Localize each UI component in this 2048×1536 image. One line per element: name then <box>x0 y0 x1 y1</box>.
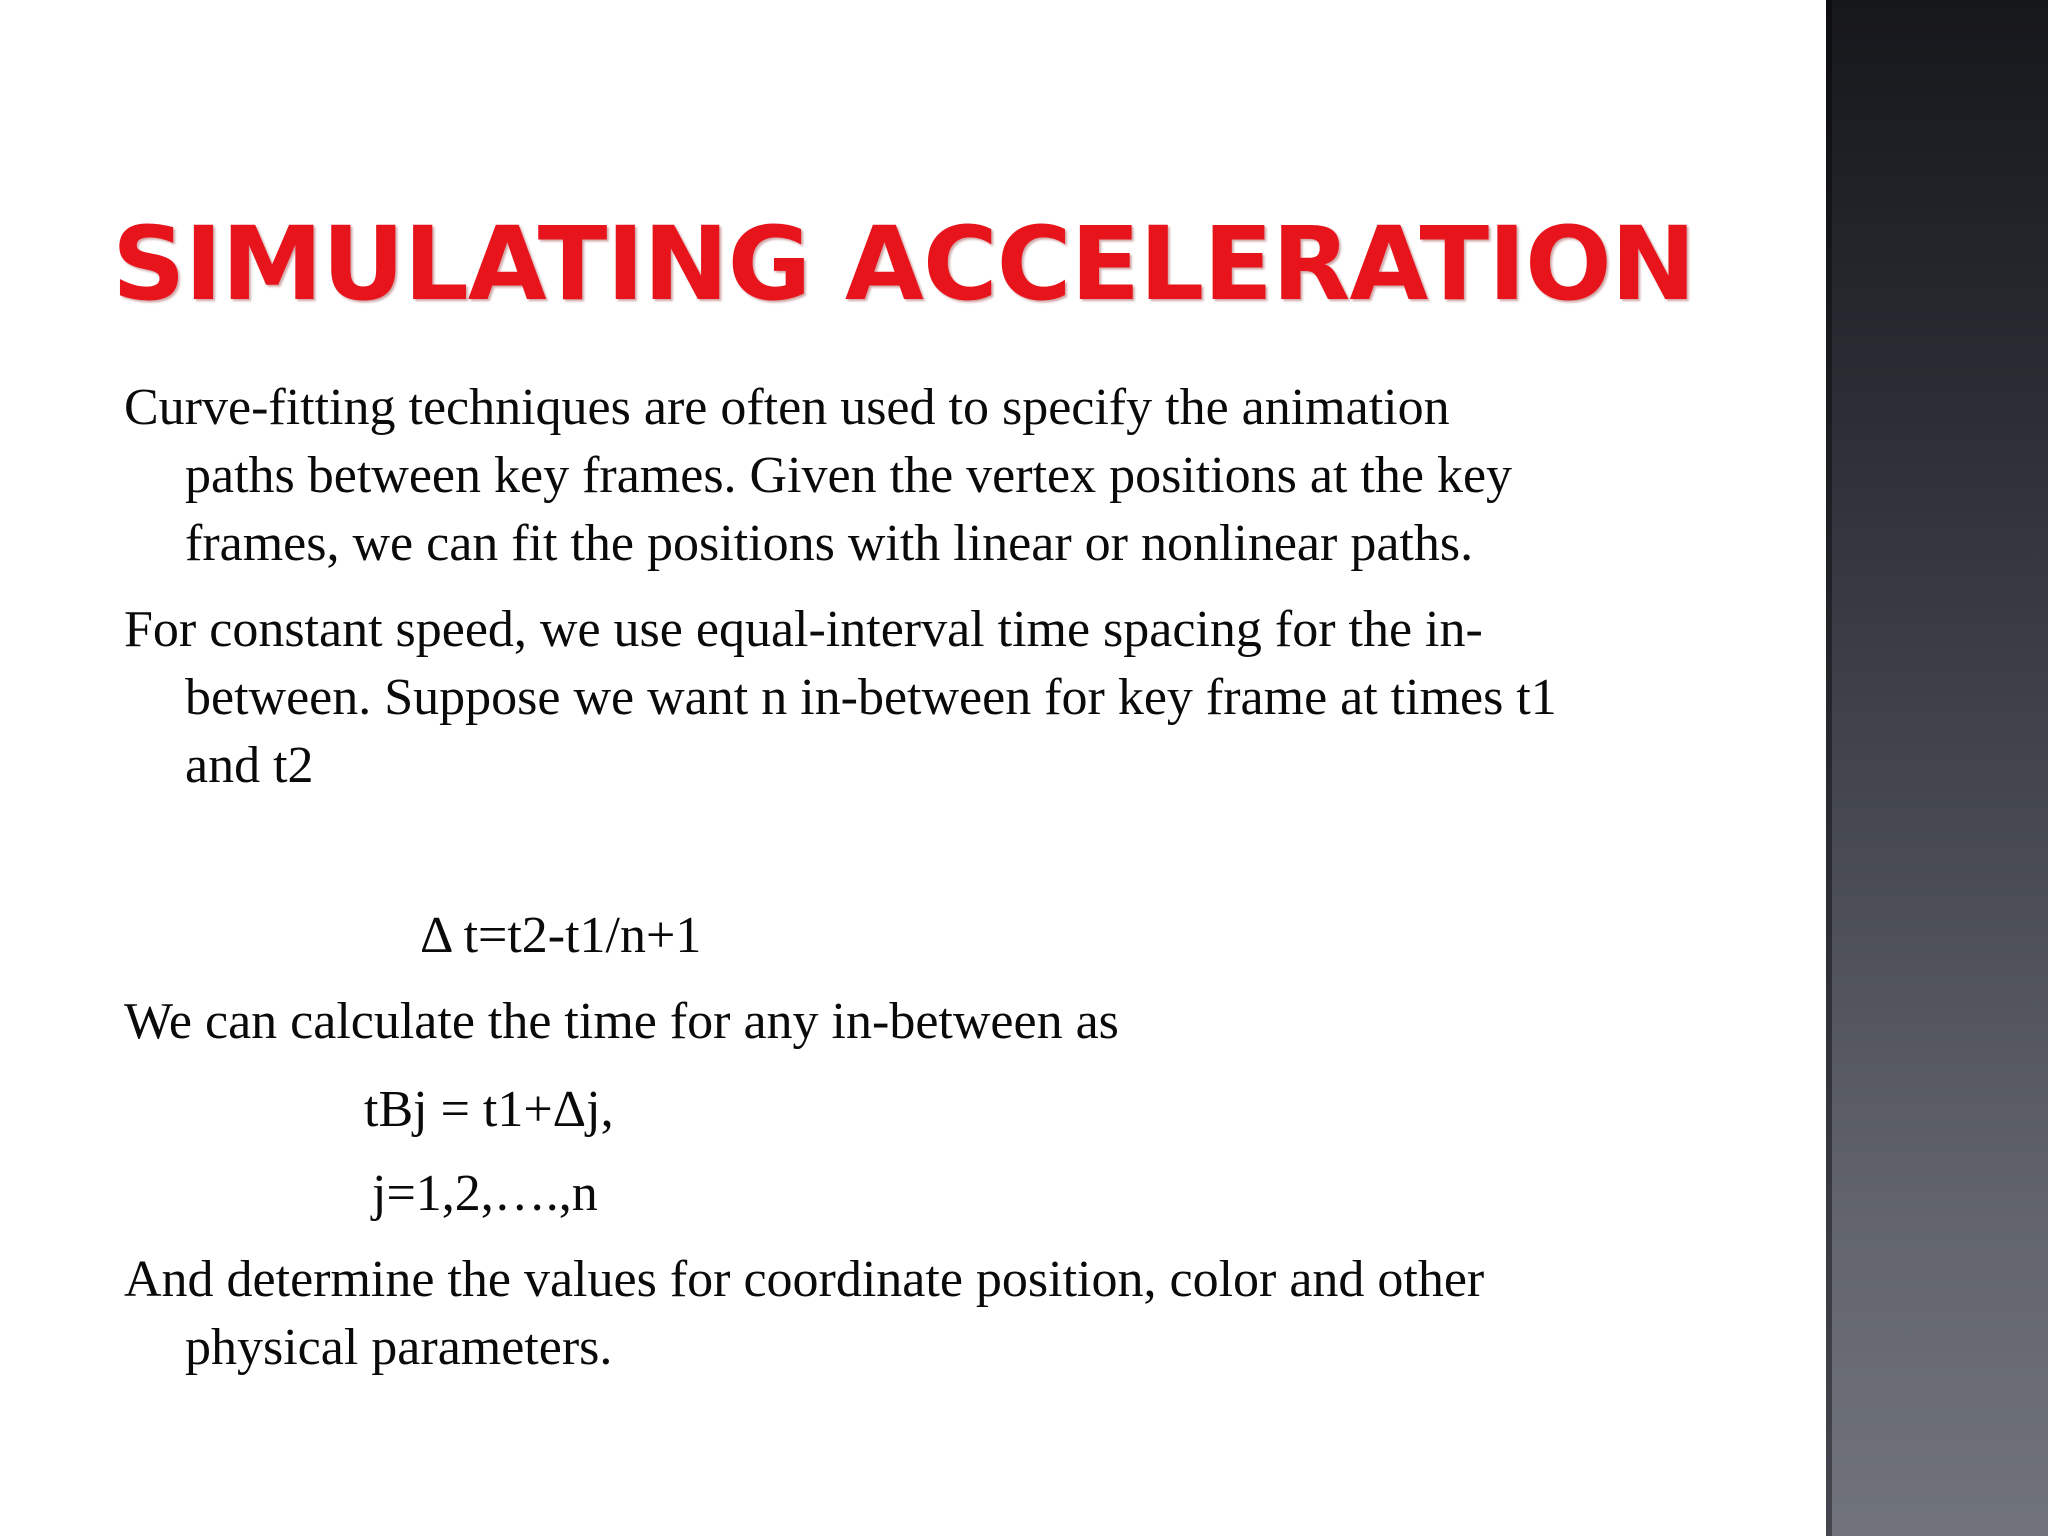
paragraph-line: and t2 <box>185 737 314 794</box>
formula-delta-t: Δ t=t2-t1/n+1 <box>420 907 702 964</box>
paragraph-line: Curve-fitting techniques are often used to specify the animation <box>124 379 1450 436</box>
paragraph-line: We can calculate the time for any in-between as <box>124 993 1119 1050</box>
paragraph-constant-speed <box>124 596 1764 800</box>
paragraph-curve-fitting <box>124 374 1764 578</box>
formula-j-range: j=1,2,….,n <box>372 1165 598 1222</box>
paragraph-line: For constant speed, we use equal-interval time spacing for the in- <box>124 601 1483 658</box>
paragraph-line: paths between key frames. Given the vertex positions at the key <box>185 447 1513 504</box>
paragraph-line: And determine the values for coordinate position, color and other <box>124 1251 1485 1308</box>
paragraph-line: between. Suppose we want n in-between for key frame at times t1 <box>185 669 1557 726</box>
paragraph-line: physical parameters. <box>185 1319 613 1376</box>
decorative-side-bar <box>1826 0 2048 1536</box>
paragraph-determine-values <box>124 1246 1764 1382</box>
paragraph-calculate-time <box>124 988 1764 1056</box>
paragraph-line: frames, we can fit the positions with linear or nonlinear paths. <box>185 515 1474 572</box>
slide-title: SIMULATING ACCELERATION <box>112 205 1696 324</box>
formula-tbj: tBj = t1+Δj, <box>364 1081 614 1138</box>
